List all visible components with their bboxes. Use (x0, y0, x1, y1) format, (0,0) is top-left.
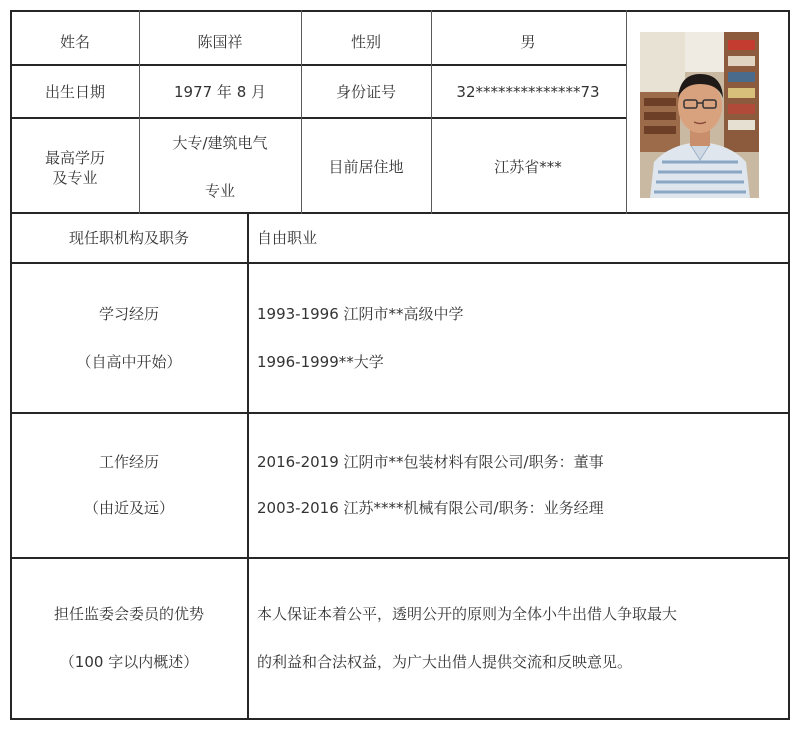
work-label-line2: （由近及远） (83, 499, 175, 517)
study-label-line1: 学习经历 (98, 305, 160, 323)
birth-value: 1977 年 8 月 (173, 83, 267, 101)
gender-value: 男 (520, 33, 536, 51)
work-item-1: 2016-2019 江阴市**包装材料有限公司/职务：董事 (257, 453, 604, 471)
edu-value-line1: 大专/建筑电气 (172, 134, 268, 152)
work-label-line1: 工作经历 (98, 453, 160, 471)
name-label: 姓名 (59, 33, 91, 51)
advantage-label-line1: 担任监委会委员的优势 (53, 605, 205, 623)
residence-value: 江苏省*** (494, 158, 562, 176)
advantage-text-line2: 的利益和合法权益，为广大出借人提供交流和反映意见。 (257, 653, 633, 671)
job-label: 现任职机构及职务 (68, 229, 190, 247)
work-item-2: 2003-2016 江苏****机械有限公司/职务：业务经理 (257, 499, 604, 517)
portrait-photo (640, 32, 759, 198)
study-item-1: 1993-1996 江阴市**高级中学 (257, 305, 464, 323)
id-value: 32**************73 (456, 83, 600, 101)
edu-label-line1: 最高学历 (44, 149, 106, 167)
job-value: 自由职业 (257, 229, 318, 247)
residence-label: 目前居住地 (328, 158, 404, 176)
gender-label: 性别 (350, 33, 382, 51)
study-label-line2: （自高中开始） (76, 353, 182, 371)
advantage-text-line1: 本人保证本着公平，透明公开的原则为全体小牛出借人争取最大 (257, 605, 678, 623)
id-label: 身份证号 (335, 83, 397, 101)
edu-value-line2: 专业 (204, 182, 236, 200)
birth-label: 出生日期 (44, 83, 106, 101)
study-item-2: 1996-1999**大学 (257, 353, 384, 371)
advantage-label-line2: （100 字以内概述） (59, 653, 199, 671)
edu-label-line2: 及专业 (52, 169, 98, 187)
name-value: 陈国祥 (197, 33, 243, 51)
